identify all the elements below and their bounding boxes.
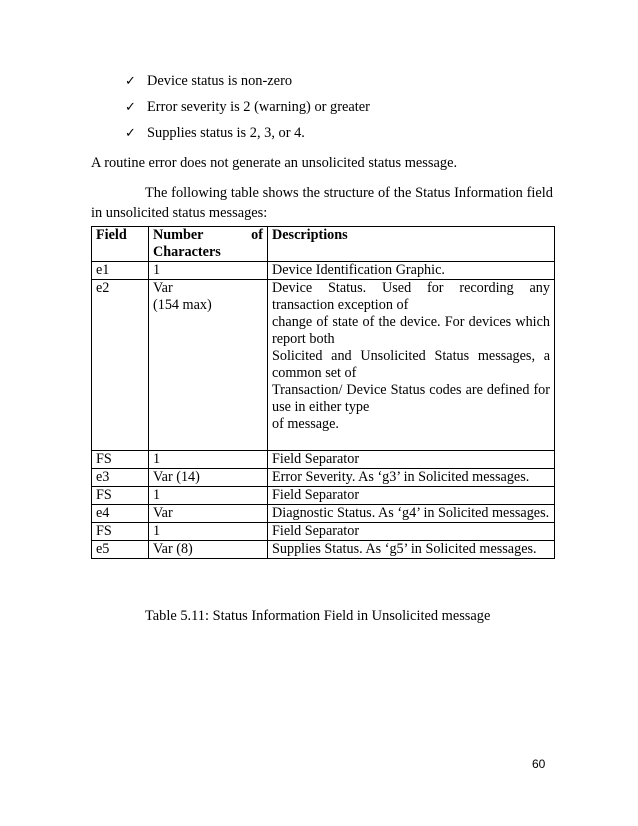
cell-field: e3 — [92, 469, 149, 487]
table-row — [92, 451, 555, 469]
desc-line: Solicited and Unsolicited Status messages, a common set of — [272, 348, 550, 381]
table-row — [92, 487, 555, 505]
cell-field: e2 — [92, 280, 149, 451]
cell-field: FS — [92, 487, 149, 505]
cell-desc — [268, 280, 555, 451]
criteria-item — [125, 96, 370, 122]
header-characters-word: Characters — [153, 244, 221, 260]
table-row — [92, 523, 555, 541]
cell-desc: Field Separator — [268, 451, 555, 469]
checkmark-icon: ✓ — [125, 100, 136, 115]
table-row — [92, 505, 555, 523]
criteria-text: Error severity is 2 (warning) or greater — [147, 99, 370, 115]
cell-desc: Error Severity. As ‘g3’ in Solicited messages. — [268, 469, 555, 487]
status-information-table — [91, 226, 555, 559]
cell-desc: Supplies Status. As ‘g5’ in Solicited messages. — [268, 541, 555, 559]
cell-chars: Var — [149, 505, 268, 523]
cell-field: FS — [92, 523, 149, 541]
cell-field: e1 — [92, 262, 149, 280]
cell-field: FS — [92, 451, 149, 469]
criteria-list — [125, 70, 370, 148]
page-number: 60 — [532, 757, 546, 771]
table-row — [92, 262, 555, 280]
cell-field: e4 — [92, 505, 149, 523]
desc-line: Transaction/ Device Status codes are defined for use in either type — [272, 382, 550, 415]
cell-chars: 1 — [149, 451, 268, 469]
cell-chars — [149, 280, 268, 451]
checkmark-icon: ✓ — [125, 74, 136, 89]
header-field: Field — [92, 227, 149, 262]
cell-desc: Device Identification Graphic. — [268, 262, 555, 280]
header-number-of-characters — [149, 227, 268, 262]
cell-chars: 1 — [149, 262, 268, 280]
cell-desc: Field Separator — [268, 487, 555, 505]
cell-chars-value: Var — [153, 280, 173, 296]
cell-chars: 1 — [149, 487, 268, 505]
header-of-word: of — [251, 227, 263, 243]
criteria-text: Supplies status is 2, 3, or 4. — [147, 125, 305, 141]
cell-chars-note: (154 max) — [153, 297, 212, 313]
routine-error-paragraph: A routine error does not generate an unsolicited status message. — [91, 155, 458, 171]
table-row — [92, 280, 555, 451]
table-row — [92, 541, 555, 559]
checkmark-icon: ✓ — [125, 126, 136, 141]
cell-desc: Diagnostic Status. As ‘g4’ in Solicited messages. — [268, 505, 555, 523]
table-row — [92, 469, 555, 487]
criteria-item — [125, 122, 370, 148]
desc-line: Device Status. Used for recording any transaction exception of — [272, 280, 550, 313]
cell-field: e5 — [92, 541, 149, 559]
cell-chars: 1 — [149, 523, 268, 541]
table-intro-paragraph: The following table shows the structure of the Status Information field in unsolicited status messages: — [91, 185, 553, 221]
criteria-item — [125, 70, 370, 96]
table-caption: Table 5.11: Status Information Field in Unsolicited message — [145, 608, 491, 624]
header-descriptions: Descriptions — [268, 227, 555, 262]
desc-line: of message. — [272, 416, 339, 432]
cell-chars: Var (14) — [149, 469, 268, 487]
table-header-row — [92, 227, 555, 262]
cell-chars: Var (8) — [149, 541, 268, 559]
header-number-word: Number — [153, 227, 204, 243]
desc-line: change of state of the device. For devices which report both — [272, 314, 550, 347]
criteria-text: Device status is non-zero — [147, 73, 293, 89]
cell-desc: Field Separator — [268, 523, 555, 541]
